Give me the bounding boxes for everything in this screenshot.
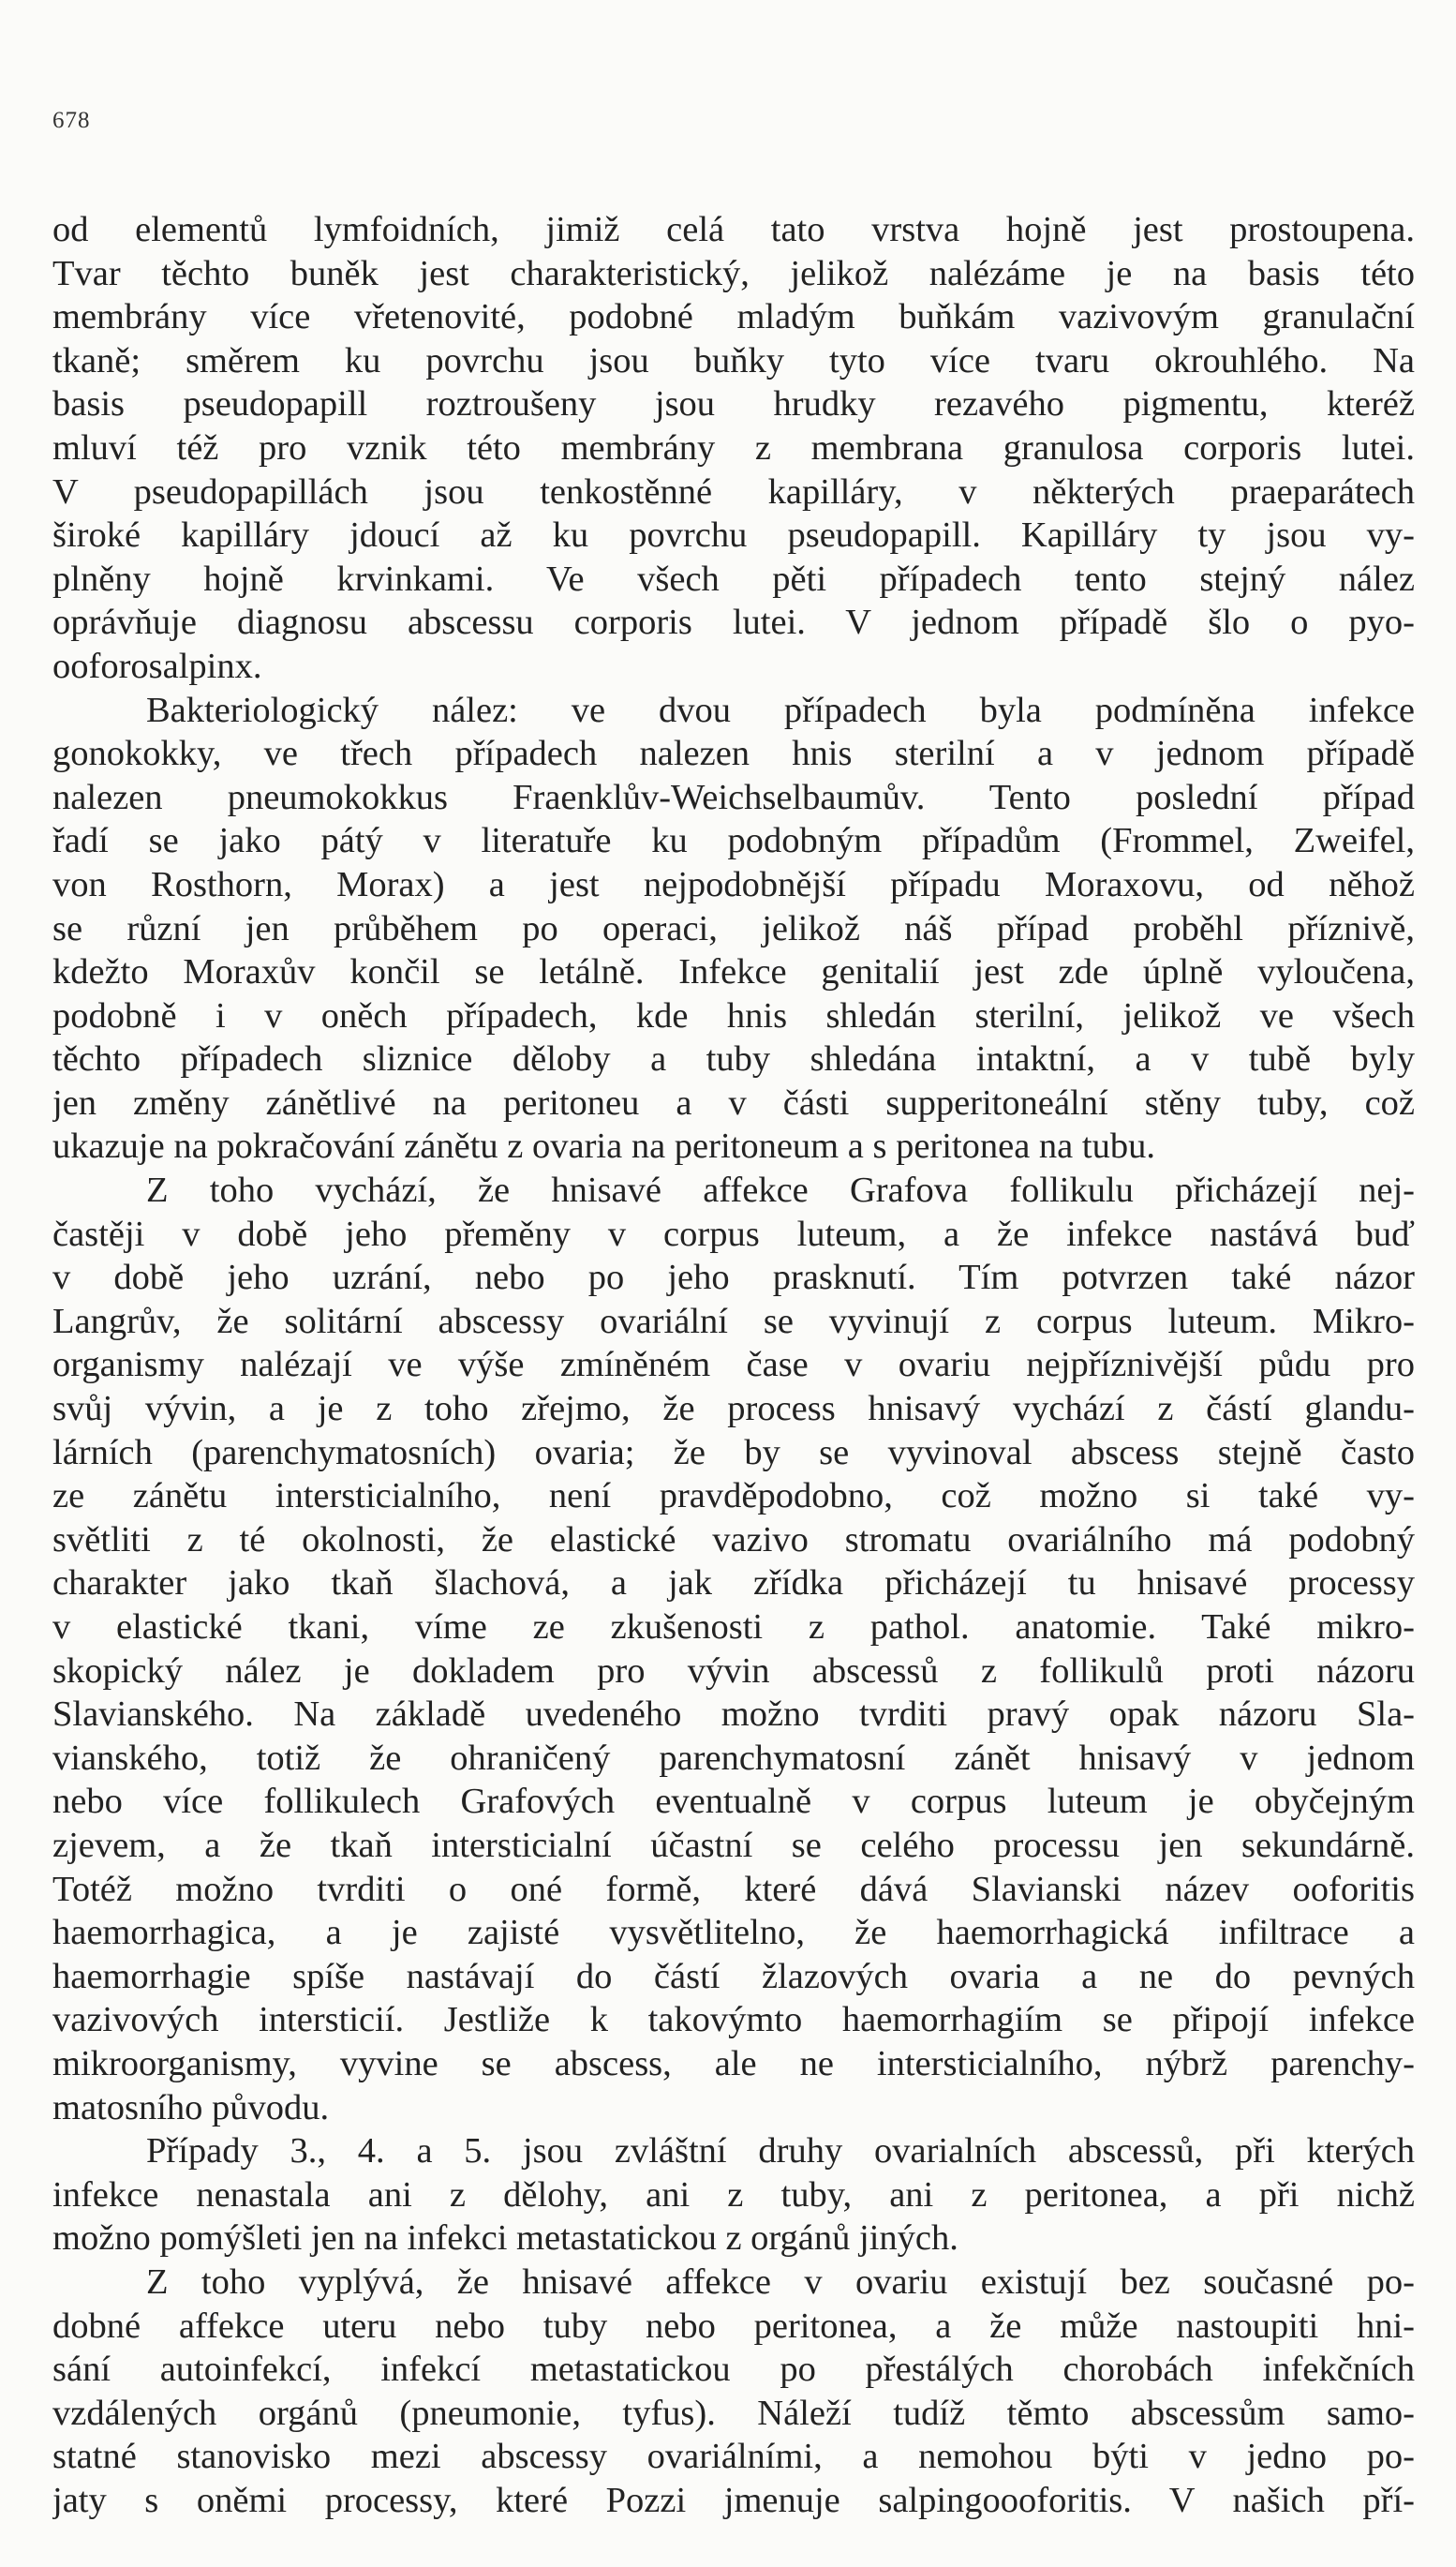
text-line: jaty s oněmi processy, které Pozzi jmenuje salpingoooforitis. V našich pří-: [52, 2480, 1415, 2520]
text-line: Z toho vyplývá, že hnisavé affekce v ovariu existují bez současné po-: [146, 2261, 1415, 2302]
text-line: ukazuje na pokračování zánětu z ovaria na peritoneum a s peritonea na tubu.: [52, 1127, 1155, 1167]
text-line: Bakteriologický nález: ve dvou případech byla podmíněna infekce: [146, 690, 1415, 730]
text-line: statné stanovisko mezi abscessy ovariálními, a nemohou býti v jedno po-: [52, 2437, 1415, 2477]
text-line: tkaně; směrem ku povrchu jsou buňky tyto více tvaru okrouhlého. Na: [52, 340, 1415, 381]
text-line: dobné affekce uteru nebo tuby nebo peritonea, a že může nastoupiti hni-: [52, 2306, 1415, 2346]
text-line: mikroorganismy, vyvine se abscess, ale ne intersticialního, nýbrž parenchy-: [52, 2043, 1415, 2083]
text-line: gonokokky, ve třech případech nalezen hnis sterilní a v jednom případě: [52, 734, 1415, 774]
text-line: zjevem, a že tkaň intersticialní účastní se celého processu jen sekundárně.: [52, 1825, 1415, 1865]
text-line: vazivových intersticií. Jestliže k takovýmto haemorrhagiím se připojí infekce: [52, 2000, 1415, 2040]
text-line: nebo více follikulech Grafových eventualně v corpus luteum je obyčejným: [52, 1782, 1415, 1822]
text-line: Z toho vychází, že hnisavé affekce Grafova follikulu přicházejí nej-: [146, 1171, 1415, 1211]
text-line: možno pomýšleti jen na infekci metastatickou z orgánů jiných.: [52, 2218, 958, 2259]
page-number: 678: [52, 108, 91, 133]
text-line: plněny hojně krvinkami. Ve všech pěti případech tento stejný nález: [52, 559, 1415, 599]
text-line: membrány více vřetenovité, podobné mladým buňkám vazivovým granulační: [52, 297, 1415, 337]
text-line: sání autoinfekcí, infekcí metastatickou po přestálých chorobách infekčních: [52, 2350, 1415, 2390]
text-line: mluví též pro vznik této membrány z membrana granulosa corporis lutei.: [52, 427, 1415, 468]
text-line: haemorrhagie spíše nastávají do částí žlazových ovaria a ne do pevných: [52, 1956, 1415, 1996]
text-line: Tvar těchto buněk jest charakteristický, jelikož nalézáme je na basis této: [52, 253, 1415, 293]
body-text: [52, 208, 1415, 2522]
text-line: jen změny zánětlivé na peritoneu a v části supperitoneální stěny tuby, což: [52, 1082, 1415, 1123]
text-line: organismy nalézají ve výše zmíněném čase v ovariu nejpříznivější půdu pro: [52, 1345, 1415, 1385]
text-line: Případy 3., 4. a 5. jsou zvláštní druhy ovarialních abscessů, při kterých: [146, 2131, 1415, 2172]
text-line: svůj vývin, a je z toho zřejmo, že process hnisavý vychází z částí glandu-: [52, 1389, 1415, 1429]
text-line: vzdálených orgánů (pneumonie, tyfus). Náleží tudíž těmto abscessům samo-: [52, 2393, 1415, 2433]
text-line: kdežto Moraxův končil se letálně. Infekce genitalií jest zde úplně vyloučena,: [52, 952, 1415, 992]
text-line: široké kapilláry jdoucí až ku povrchu pseudopapill. Kapilláry ty jsou vy-: [52, 515, 1415, 556]
text-line: řadí se jako pátý v literatuře ku podobným případům (Frommel, Zweifel,: [52, 821, 1415, 861]
text-line: charakter jako tkaň šlachová, a jak zřídka přicházejí tu hnisavé processy: [52, 1563, 1415, 1604]
text-line: infekce nenastala ani z dělohy, ani z tuby, ani z peritonea, a při nichž: [52, 2174, 1415, 2215]
text-line: se různí jen průběhem po operaci, jelikož náš případ proběhl příznivě,: [52, 908, 1415, 948]
text-line: v době jeho uzrání, nebo po jeho prasknutí. Tím potvrzen také názor: [52, 1258, 1415, 1298]
text-line: lárních (parenchymatosních) ovaria; že by se vyvinoval abscess stejně často: [52, 1432, 1415, 1472]
text-line: častěji v době jeho přeměny v corpus luteum, a že infekce nastává buď: [52, 1214, 1415, 1254]
text-line: těchto případech sliznice děloby a tuby shledána intaktní, a v tubě byly: [52, 1039, 1415, 1080]
text-line: světliti z té okolnosti, že elastické vazivo stromatu ovariálního má podobný: [52, 1519, 1415, 1560]
text-line: ze zánětu intersticialního, není pravděpodobno, což možno si také vy-: [52, 1476, 1415, 1516]
text-line: haemorrhagica, a je zajisté vysvětlitelno, že haemorrhagická infiltrace a: [52, 1913, 1415, 1953]
text-line: od elementů lymfoidních, jimiž celá tato vrstva hojně jest prostoupena.: [52, 210, 1415, 249]
text-line: oprávňuje diagnosu abscessu corporis lutei. V jednom případě šlo o pyo-: [52, 603, 1415, 643]
text-line: matosního původu.: [52, 2087, 330, 2127]
text-line: Slavianského. Na základě uvedeného možno tvrditi pravý opak názoru Sla-: [52, 1694, 1415, 1735]
text-line: Totéž možno tvrditi o oné formě, které dává Slavianski název ooforitis: [52, 1869, 1415, 1909]
text-line: ooforosalpinx.: [52, 646, 262, 686]
text-line: vianského, totiž že ohraničený parenchymatosní zánět hnisavý v jednom: [52, 1738, 1415, 1778]
text-line: von Rosthorn, Morax) a jest nejpodobnější případu Moraxovu, od něhož: [52, 864, 1415, 904]
text-line: nalezen pneumokokkus Fraenklův-Weichselbaumův. Tento poslední případ: [52, 777, 1415, 817]
text-line: basis pseudopapill roztroušeny jsou hrudky rezavého pigmentu, kteréž: [52, 384, 1415, 425]
text-line: podobně i v oněch případech, kde hnis shledán sterilní, jelikož ve všech: [52, 995, 1415, 1036]
text-line: V pseudopapillách jsou tenkostěnné kapilláry, v některých praeparátech: [52, 471, 1415, 512]
text-line: v elastické tkani, víme ze zkušenosti z pathol. anatomie. Také mikro-: [52, 1607, 1415, 1647]
text-line: Langrův, že solitární abscessy ovariální se vyvinují z corpus luteum. Mikro-: [52, 1301, 1415, 1341]
text-line: skopický nález je dokladem pro vývin abscessů z follikulů proti názoru: [52, 1650, 1415, 1691]
